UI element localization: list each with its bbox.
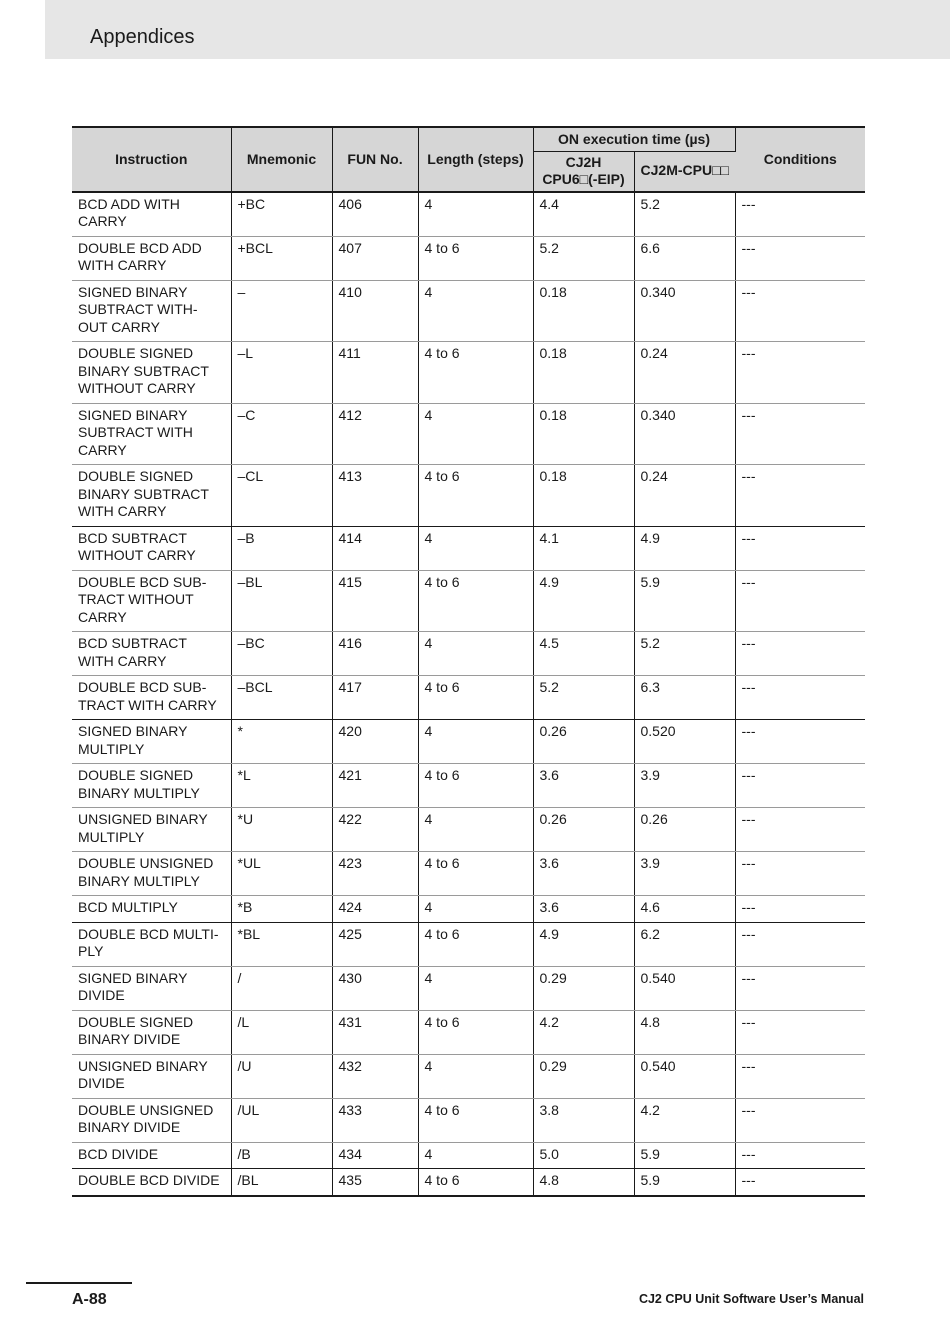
cell-mnemonic: /B (231, 1142, 332, 1169)
cell-instruction: DOUBLE BCD ADD WITH CARRY (72, 236, 231, 280)
cell-cj2m-time: 4.8 (634, 1010, 735, 1054)
cell-cj2h-time: 0.26 (533, 808, 634, 852)
cell-fun-no: 422 (332, 808, 418, 852)
header-fun-no: FUN No. (332, 127, 418, 192)
cell-cj2m-time: 0.24 (634, 465, 735, 527)
cell-conditions: --- (735, 922, 865, 966)
cell-cj2m-time: 6.3 (634, 676, 735, 720)
header-cj2m: CJ2M-CPU□□ (634, 151, 735, 192)
cell-cj2h-time: 0.18 (533, 465, 634, 527)
cell-cj2m-time: 5.2 (634, 192, 735, 237)
cell-instruction: DOUBLE SIGNED BINARY DIVIDE (72, 1010, 231, 1054)
cell-cj2h-time: 4.9 (533, 922, 634, 966)
cell-length: 4 to 6 (418, 764, 533, 808)
cell-cj2m-time: 5.2 (634, 632, 735, 676)
cell-instruction: DOUBLE BCD SUB-TRACT WITH CARRY (72, 676, 231, 720)
cell-mnemonic: *BL (231, 922, 332, 966)
cell-conditions: --- (735, 1142, 865, 1169)
table-row (72, 236, 865, 280)
table-row (72, 1010, 865, 1054)
cell-conditions: --- (735, 570, 865, 632)
cell-length: 4 (418, 192, 533, 237)
cell-cj2h-time: 3.8 (533, 1098, 634, 1142)
cell-cj2h-time: 4.1 (533, 526, 634, 570)
cell-cj2m-time: 5.9 (634, 1142, 735, 1169)
cell-conditions: --- (735, 720, 865, 764)
table-row (72, 852, 865, 896)
cell-mnemonic: *B (231, 896, 332, 923)
cell-instruction: DOUBLE BCD SUB-TRACT WITHOUT CARRY (72, 570, 231, 632)
cell-cj2h-time: 3.6 (533, 852, 634, 896)
cell-fun-no: 416 (332, 632, 418, 676)
cell-fun-no: 435 (332, 1169, 418, 1196)
cell-mnemonic: –B (231, 526, 332, 570)
cell-length: 4 to 6 (418, 1169, 533, 1196)
cell-length: 4 to 6 (418, 676, 533, 720)
cell-mnemonic: /UL (231, 1098, 332, 1142)
header-cj2h: CJ2H CPU6□(-EIP) (533, 151, 634, 192)
cell-fun-no: 423 (332, 852, 418, 896)
cell-instruction: SIGNED BINARY SUBTRACT WITH-OUT CARRY (72, 280, 231, 342)
cell-cj2h-time: 0.29 (533, 1054, 634, 1098)
cell-cj2m-time: 4.6 (634, 896, 735, 923)
cell-fun-no: 430 (332, 966, 418, 1010)
header-on-execution-time: ON execution time (µs) (533, 127, 735, 151)
cell-instruction: BCD ADD WITH CARRY (72, 192, 231, 237)
cell-instruction: BCD MULTIPLY (72, 896, 231, 923)
cell-fun-no: 415 (332, 570, 418, 632)
cell-conditions: --- (735, 1010, 865, 1054)
header-length: Length (steps) (418, 127, 533, 192)
cell-conditions: --- (735, 1098, 865, 1142)
cell-mnemonic: /BL (231, 1169, 332, 1196)
cell-cj2h-time: 5.0 (533, 1142, 634, 1169)
cell-length: 4 to 6 (418, 1010, 533, 1054)
cell-cj2h-time: 0.29 (533, 966, 634, 1010)
table-row (72, 922, 865, 966)
cell-instruction: DOUBLE UNSIGNED BINARY DIVIDE (72, 1098, 231, 1142)
table-row (72, 1098, 865, 1142)
table-row (72, 764, 865, 808)
cell-mnemonic: –BCL (231, 676, 332, 720)
cell-conditions: --- (735, 192, 865, 237)
cell-conditions: --- (735, 896, 865, 923)
cell-instruction: BCD SUBTRACT WITHOUT CARRY (72, 526, 231, 570)
cell-cj2h-time: 4.8 (533, 1169, 634, 1196)
cell-cj2h-time: 5.2 (533, 676, 634, 720)
cell-mnemonic: –L (231, 342, 332, 404)
cell-fun-no: 411 (332, 342, 418, 404)
cell-cj2m-time: 5.9 (634, 570, 735, 632)
cell-length: 4 to 6 (418, 342, 533, 404)
cell-mnemonic: –C (231, 403, 332, 465)
cell-length: 4 to 6 (418, 570, 533, 632)
cell-length: 4 (418, 720, 533, 764)
cell-mnemonic: * (231, 720, 332, 764)
cell-mnemonic: +BCL (231, 236, 332, 280)
cell-instruction: DOUBLE UNSIGNED BINARY MULTIPLY (72, 852, 231, 896)
cell-length: 4 (418, 896, 533, 923)
header-conditions: Conditions (735, 127, 865, 192)
cell-instruction: DOUBLE BCD DIVIDE (72, 1169, 231, 1196)
cell-cj2m-time: 4.2 (634, 1098, 735, 1142)
cell-conditions: --- (735, 280, 865, 342)
cell-instruction: DOUBLE BCD MULTI-PLY (72, 922, 231, 966)
cell-length: 4 (418, 280, 533, 342)
cell-mnemonic: /L (231, 1010, 332, 1054)
cell-conditions: --- (735, 1169, 865, 1196)
header-mnemonic: Mnemonic (231, 127, 332, 192)
section-title: Appendices (90, 26, 195, 48)
cell-cj2m-time: 0.540 (634, 1054, 735, 1098)
cell-instruction: BCD SUBTRACT WITH CARRY (72, 632, 231, 676)
cell-cj2h-time: 0.18 (533, 342, 634, 404)
cell-cj2m-time: 0.24 (634, 342, 735, 404)
cell-cj2h-time: 3.6 (533, 764, 634, 808)
cell-mnemonic: +BC (231, 192, 332, 237)
cell-length: 4 (418, 808, 533, 852)
cell-instruction: SIGNED BINARY DIVIDE (72, 966, 231, 1010)
cell-conditions: --- (735, 808, 865, 852)
cell-instruction: UNSIGNED BINARY MULTIPLY (72, 808, 231, 852)
table-row (72, 720, 865, 764)
cell-conditions: --- (735, 342, 865, 404)
cell-fun-no: 433 (332, 1098, 418, 1142)
manual-title: CJ2 CPU Unit Software User’s Manual (638, 1292, 864, 1306)
cell-fun-no: 414 (332, 526, 418, 570)
table-row (72, 676, 865, 720)
cell-cj2h-time: 3.6 (533, 896, 634, 923)
cell-cj2m-time: 4.9 (634, 526, 735, 570)
header-instruction: Instruction (72, 127, 231, 192)
cell-length: 4 (418, 526, 533, 570)
table-row (72, 966, 865, 1010)
cell-cj2h-time: 0.26 (533, 720, 634, 764)
cell-fun-no: 425 (332, 922, 418, 966)
table-row (72, 465, 865, 527)
cell-cj2h-time: 0.18 (533, 403, 634, 465)
cell-mnemonic: *UL (231, 852, 332, 896)
cell-mnemonic: –BL (231, 570, 332, 632)
cell-conditions: --- (735, 852, 865, 896)
cell-cj2h-time: 4.5 (533, 632, 634, 676)
table-row (72, 192, 865, 237)
table-row (72, 808, 865, 852)
cell-fun-no: 420 (332, 720, 418, 764)
cell-fun-no: 410 (332, 280, 418, 342)
cell-conditions: --- (735, 966, 865, 1010)
cell-fun-no: 424 (332, 896, 418, 923)
cell-fun-no: 431 (332, 1010, 418, 1054)
cell-cj2m-time: 0.340 (634, 280, 735, 342)
cell-mnemonic: – (231, 280, 332, 342)
cell-cj2m-time: 3.9 (634, 764, 735, 808)
table-row (72, 896, 865, 923)
cell-fun-no: 407 (332, 236, 418, 280)
cell-instruction: DOUBLE SIGNED BINARY MULTIPLY (72, 764, 231, 808)
cell-instruction: SIGNED BINARY SUBTRACT WITH CARRY (72, 403, 231, 465)
table-row (72, 280, 865, 342)
cell-length: 4 to 6 (418, 465, 533, 527)
cell-fun-no: 434 (332, 1142, 418, 1169)
cell-length: 4 to 6 (418, 852, 533, 896)
cell-cj2m-time: 0.540 (634, 966, 735, 1010)
cell-cj2h-time: 4.2 (533, 1010, 634, 1054)
cell-fun-no: 421 (332, 764, 418, 808)
table-row (72, 632, 865, 676)
cell-mnemonic: /U (231, 1054, 332, 1098)
cell-conditions: --- (735, 236, 865, 280)
cell-instruction: DOUBLE SIGNED BINARY SUBTRACT WITHOUT CARRY (72, 342, 231, 404)
cell-length: 4 (418, 966, 533, 1010)
cell-conditions: --- (735, 764, 865, 808)
cell-instruction: DOUBLE SIGNED BINARY SUBTRACT WITH CARRY (72, 465, 231, 527)
cell-conditions: --- (735, 1054, 865, 1098)
cell-cj2h-time: 4.4 (533, 192, 634, 237)
cell-fun-no: 432 (332, 1054, 418, 1098)
cell-fun-no: 412 (332, 403, 418, 465)
table-row (72, 403, 865, 465)
table-row (72, 526, 865, 570)
cell-mnemonic: *L (231, 764, 332, 808)
cell-length: 4 (418, 632, 533, 676)
table-row (72, 570, 865, 632)
cell-length: 4 to 6 (418, 1098, 533, 1142)
cell-length: 4 (418, 1142, 533, 1169)
cell-length: 4 to 6 (418, 236, 533, 280)
cell-cj2m-time: 3.9 (634, 852, 735, 896)
table-row (72, 1169, 865, 1196)
footer-rule (26, 1282, 132, 1284)
cell-fun-no: 406 (332, 192, 418, 237)
table-body (72, 192, 865, 1196)
cell-cj2h-time: 4.9 (533, 570, 634, 632)
cell-conditions: --- (735, 403, 865, 465)
cell-cj2m-time: 0.520 (634, 720, 735, 764)
cell-mnemonic: / (231, 966, 332, 1010)
cell-length: 4 to 6 (418, 922, 533, 966)
table-row (72, 1054, 865, 1098)
page-number: A-88 (72, 1291, 107, 1308)
cell-mnemonic: *U (231, 808, 332, 852)
cell-conditions: --- (735, 676, 865, 720)
cell-instruction: BCD DIVIDE (72, 1142, 231, 1169)
cell-length: 4 (418, 1054, 533, 1098)
cell-cj2m-time: 6.6 (634, 236, 735, 280)
table-row (72, 1142, 865, 1169)
cell-fun-no: 413 (332, 465, 418, 527)
cell-cj2h-time: 5.2 (533, 236, 634, 280)
cell-cj2m-time: 0.26 (634, 808, 735, 852)
instruction-table (72, 126, 865, 1197)
cell-conditions: --- (735, 526, 865, 570)
cell-cj2h-time: 0.18 (533, 280, 634, 342)
cell-instruction: UNSIGNED BINARY DIVIDE (72, 1054, 231, 1098)
cell-cj2m-time: 6.2 (634, 922, 735, 966)
cell-mnemonic: –BC (231, 632, 332, 676)
cell-conditions: --- (735, 632, 865, 676)
cell-cj2m-time: 5.9 (634, 1169, 735, 1196)
table-row (72, 342, 865, 404)
cell-instruction: SIGNED BINARY MULTIPLY (72, 720, 231, 764)
cell-mnemonic: –CL (231, 465, 332, 527)
cell-fun-no: 417 (332, 676, 418, 720)
cell-conditions: --- (735, 465, 865, 527)
cell-cj2m-time: 0.340 (634, 403, 735, 465)
cell-length: 4 (418, 403, 533, 465)
